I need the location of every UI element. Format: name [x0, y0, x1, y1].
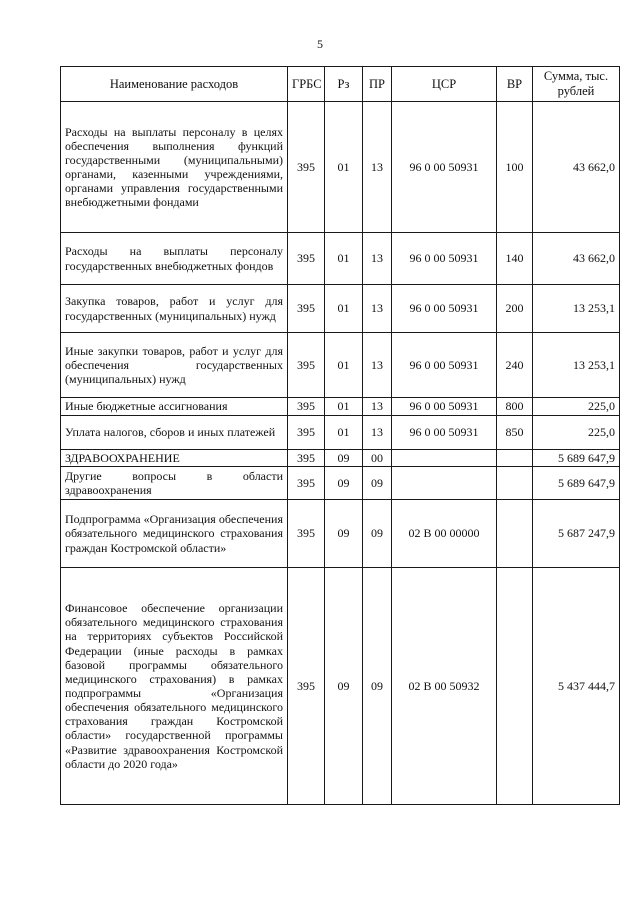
header-csr: ЦСР: [392, 67, 497, 102]
row-sum: 13 253,1: [533, 333, 620, 398]
row-vr: 100: [497, 102, 533, 233]
row-name: Закупка товаров, работ и услуг для государственных (муниципальных) нужд: [61, 285, 288, 333]
table-row: [61, 285, 620, 333]
row-rz: 01: [325, 416, 363, 450]
row-vr: 800: [497, 398, 533, 416]
row-pr: 13: [363, 416, 392, 450]
row-csr: 96 0 00 50931: [392, 285, 497, 333]
row-csr: 02 В 00 00000: [392, 500, 497, 568]
row-csr: 96 0 00 50931: [392, 333, 497, 398]
table-row: [61, 233, 620, 285]
row-csr: 96 0 00 50931: [392, 233, 497, 285]
row-rz: 09: [325, 467, 363, 500]
row-csr: 96 0 00 50931: [392, 102, 497, 233]
row-vr: [497, 568, 533, 805]
row-pr: 09: [363, 467, 392, 500]
row-name: Иные бюджетные ассигнования: [61, 398, 288, 416]
row-rz: 01: [325, 333, 363, 398]
table-header-row: [61, 67, 620, 102]
row-vr: 200: [497, 285, 533, 333]
row-csr: [392, 450, 497, 467]
row-pr: 13: [363, 102, 392, 233]
row-name: Уплата налогов, сборов и иных платежей: [61, 416, 288, 450]
row-pr: 00: [363, 450, 392, 467]
row-vr: [497, 467, 533, 500]
row-rz: 09: [325, 568, 363, 805]
row-sum: 225,0: [533, 398, 620, 416]
row-pr: 13: [363, 333, 392, 398]
table-row: [61, 102, 620, 233]
row-grbs: 395: [288, 102, 325, 233]
header-rz: Рз: [325, 67, 363, 102]
row-pr: 13: [363, 285, 392, 333]
row-vr: 240: [497, 333, 533, 398]
row-grbs: 395: [288, 233, 325, 285]
row-grbs: 395: [288, 285, 325, 333]
header-vr: ВР: [497, 67, 533, 102]
row-rz: 01: [325, 102, 363, 233]
row-grbs: 395: [288, 450, 325, 467]
row-csr: 02 В 00 50932: [392, 568, 497, 805]
row-name: Подпрограмма «Организация обеспечения обязательного медицинского страхования граждан Костромской области»: [61, 500, 288, 568]
row-grbs: 395: [288, 568, 325, 805]
row-name: ЗДРАВООХРАНЕНИЕ: [61, 450, 288, 467]
row-csr: 96 0 00 50931: [392, 398, 497, 416]
table-row: [61, 568, 620, 805]
row-sum: 43 662,0: [533, 102, 620, 233]
table-row: [61, 416, 620, 450]
row-sum: 5 687 247,9: [533, 500, 620, 568]
row-grbs: 395: [288, 398, 325, 416]
page-number: 5: [317, 37, 323, 51]
row-grbs: 395: [288, 333, 325, 398]
row-rz: 01: [325, 285, 363, 333]
row-name: Иные закупки товаров, работ и услуг для обеспечения государственных (муниципальных) нужд: [61, 333, 288, 398]
row-pr: 09: [363, 500, 392, 568]
budget-table: [60, 66, 620, 805]
row-rz: 09: [325, 500, 363, 568]
header-sum: Сумма, тыс. рублей: [533, 67, 620, 102]
row-grbs: 395: [288, 500, 325, 568]
row-sum: 5 437 444,7: [533, 568, 620, 805]
row-sum: 13 253,1: [533, 285, 620, 333]
row-name: Расходы на выплаты персоналу в целях обеспечения выполнения функций государственными (муниципальными) органами, казенными учреждениями, органами управления государственными внебюджетными фондами: [61, 102, 288, 233]
row-csr: 96 0 00 50931: [392, 416, 497, 450]
row-sum: 5 689 647,9: [533, 450, 620, 467]
row-sum: 225,0: [533, 416, 620, 450]
row-vr: [497, 500, 533, 568]
header-pr: ПР: [363, 67, 392, 102]
row-pr: 09: [363, 568, 392, 805]
row-name: Другие вопросы в области здравоохранения: [61, 467, 288, 500]
row-grbs: 395: [288, 416, 325, 450]
row-name: Расходы на выплаты персоналу государственных внебюджетных фондов: [61, 233, 288, 285]
row-vr: 850: [497, 416, 533, 450]
table-row: [61, 450, 620, 467]
row-rz: 01: [325, 233, 363, 285]
table-row: [61, 398, 620, 416]
header-grbs: ГРБС: [288, 67, 325, 102]
row-sum: 5 689 647,9: [533, 467, 620, 500]
row-vr: 140: [497, 233, 533, 285]
row-sum: 43 662,0: [533, 233, 620, 285]
table-row: [61, 333, 620, 398]
row-vr: [497, 450, 533, 467]
row-csr: [392, 467, 497, 500]
table-row: [61, 467, 620, 500]
row-rz: 01: [325, 398, 363, 416]
table-row: [61, 500, 620, 568]
row-grbs: 395: [288, 467, 325, 500]
row-pr: 13: [363, 233, 392, 285]
row-pr: 13: [363, 398, 392, 416]
row-rz: 09: [325, 450, 363, 467]
row-name: Финансовое обеспечение организации обязательного медицинского страхования на территориях субъектов Российской Федерации (иные расходы в рамках базовой программы обязательного медицинского страхования) в рамках подпрограммы «Организация обеспечения обязательного медицинского страхования граждан Костромской области» государственной программы «Развитие здравоохранения Костромской области до 2020 года»: [61, 568, 288, 805]
header-name: Наименование расходов: [61, 67, 288, 102]
